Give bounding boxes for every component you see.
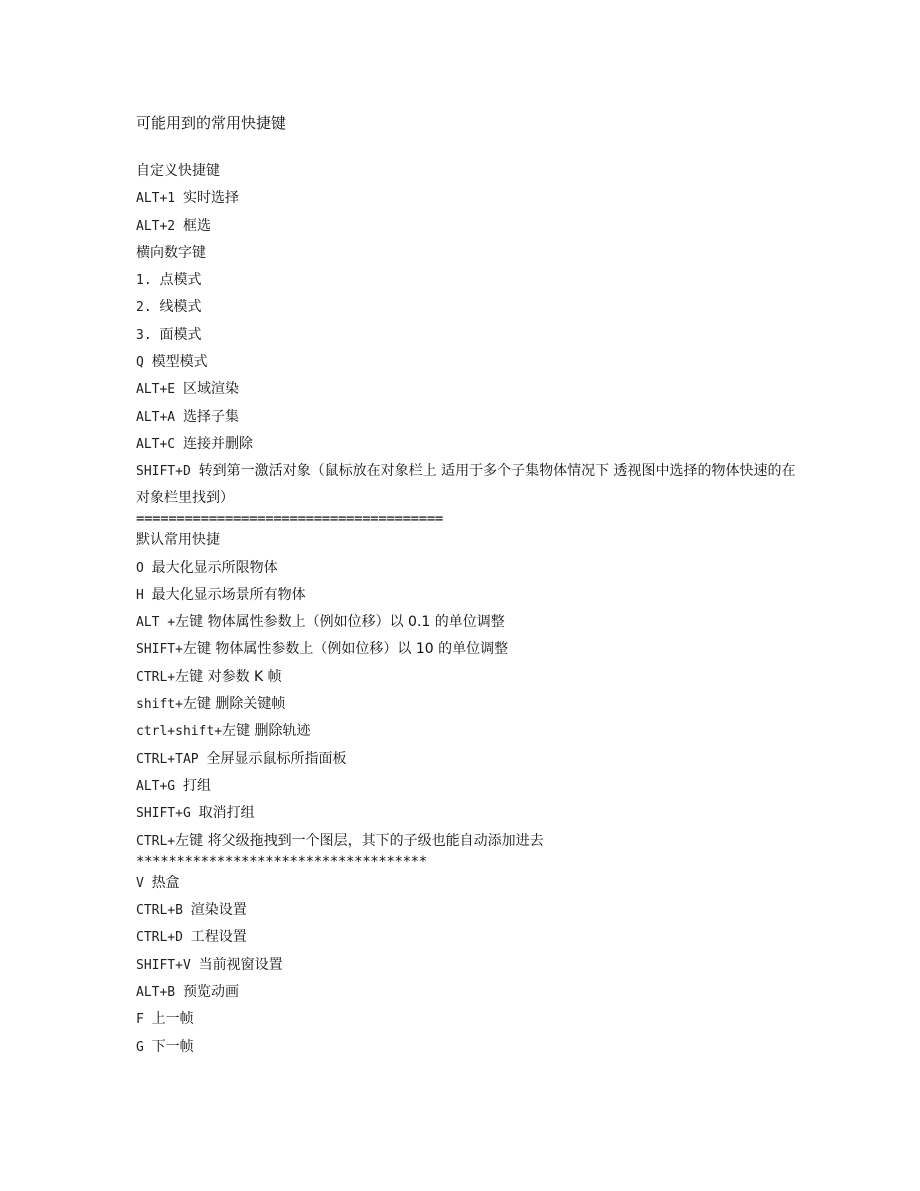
shortcut-key: G xyxy=(136,1039,152,1055)
shortcut-description: 下一帧 xyxy=(151,1038,194,1055)
shortcut-description: 自定义快捷键 xyxy=(136,163,220,179)
shortcut-line xyxy=(136,185,796,212)
shortcut-description: 热盒 xyxy=(151,874,180,891)
shortcut-key: ALT+C xyxy=(136,436,183,452)
shortcut-description: 最大化显示场景所有物体 xyxy=(151,586,306,603)
shortcut-key: CTRL+B xyxy=(136,903,191,919)
shortcut-key: SHIFT+ xyxy=(136,642,183,658)
shortcut-line xyxy=(136,294,796,321)
shortcut-line xyxy=(136,376,796,403)
shortcut-line xyxy=(136,1006,796,1033)
shortcut-description: 默认常用快捷 xyxy=(136,532,220,549)
shortcut-line xyxy=(136,267,796,294)
shortcut-description: 渲染设置 xyxy=(190,902,247,919)
shortcut-key: O xyxy=(136,560,152,576)
shortcut-line xyxy=(136,924,796,951)
shortcut-line xyxy=(136,158,796,185)
shortcut-line xyxy=(136,609,796,636)
shortcut-description: 选择子集 xyxy=(182,408,239,425)
shortcut-line xyxy=(136,349,796,376)
shortcut-line xyxy=(136,897,796,924)
shortcut-line xyxy=(136,458,796,512)
shortcut-description: 当前视窗设置 xyxy=(198,956,283,973)
shortcut-key: SHIFT+G xyxy=(136,806,199,822)
shortcut-key: ALT+A xyxy=(136,409,183,425)
shortcut-line xyxy=(136,636,796,663)
shortcut-line xyxy=(136,404,796,431)
shortcut-key: V xyxy=(136,875,152,891)
shortcut-list xyxy=(136,158,796,1061)
shortcut-line xyxy=(136,431,796,458)
shortcut-key: ctrl+shift+ xyxy=(136,724,223,740)
shortcut-description: 左键 将父级拖拽到一个图层，其下的子级也能自动添加进去 xyxy=(175,832,544,849)
shortcut-description: 打组 xyxy=(182,777,211,794)
shortcut-line xyxy=(136,979,796,1006)
shortcut-line xyxy=(136,746,796,773)
shortcut-description: 左键 对参数 K 帧 xyxy=(175,668,282,685)
document-title: 可能用到的常用快捷键 xyxy=(136,114,287,132)
shortcut-line xyxy=(136,527,796,554)
shortcut-key: CTRL+ xyxy=(136,833,176,849)
shortcut-line xyxy=(136,952,796,979)
shortcut-description: 全屏显示鼠标所指面板 xyxy=(206,750,347,767)
shortcut-line xyxy=(136,828,796,855)
shortcut-description: 左键 物体属性参数上（例如位移）以 0.1 的单位调整 xyxy=(175,614,505,631)
shortcut-key: SHIFT+D xyxy=(136,464,199,480)
shortcut-line xyxy=(136,870,796,897)
shortcut-key: CTRL+TAP xyxy=(136,751,207,767)
shortcut-key: CTRL+D xyxy=(136,930,191,946)
shortcut-key: ALT+B xyxy=(136,985,183,1001)
shortcut-description: 左键 删除关键帧 xyxy=(182,696,286,713)
shortcut-description: 左键 删除轨迹 xyxy=(222,723,311,740)
separator-line xyxy=(136,855,796,870)
shortcut-line xyxy=(136,691,796,718)
shortcut-line xyxy=(136,1034,796,1061)
separator-text: ************************************ xyxy=(136,853,427,870)
shortcut-description: 线模式 xyxy=(159,299,202,316)
shortcut-key: 1. xyxy=(136,273,160,289)
shortcut-description: 框选 xyxy=(182,217,211,234)
shortcut-line xyxy=(136,240,796,267)
shortcut-key: ALT + xyxy=(136,615,176,631)
shortcut-description: 转到第一激活对象（鼠标放在对象栏上 适用于多个子集物体情况下 透视图中选择的物体快速的在对象栏里找到） xyxy=(136,463,796,507)
shortcut-description: 实时选择 xyxy=(182,190,239,207)
shortcut-description: 取消打组 xyxy=(198,805,255,822)
shortcut-key: 2. xyxy=(136,300,160,316)
shortcut-line xyxy=(136,773,796,800)
shortcut-description: 最大化显示所限物体 xyxy=(151,559,278,576)
shortcut-key: ALT+G xyxy=(136,778,183,794)
shortcut-description: 点模式 xyxy=(159,272,202,289)
shortcut-description: 左键 物体属性参数上（例如位移）以 10 的单位调整 xyxy=(182,641,509,658)
shortcut-description: 工程设置 xyxy=(190,929,247,946)
shortcut-line xyxy=(136,322,796,349)
shortcut-line xyxy=(136,800,796,827)
shortcut-key: CTRL+ xyxy=(136,669,176,685)
shortcut-key: ALT+E xyxy=(136,382,183,398)
shortcut-line xyxy=(136,213,796,240)
document-page xyxy=(136,112,796,1061)
shortcut-key: ALT+1 xyxy=(136,191,183,207)
shortcut-key: F xyxy=(136,1012,152,1028)
separator-line xyxy=(136,512,796,527)
shortcut-key: Q xyxy=(136,355,152,371)
shortcut-description: 上一帧 xyxy=(151,1011,194,1028)
shortcut-description: 模型模式 xyxy=(151,354,208,371)
shortcut-key: H xyxy=(136,587,152,603)
shortcut-key: 3. xyxy=(136,327,160,343)
shortcut-key: SHIFT+V xyxy=(136,957,199,973)
separator-text: ====================================== xyxy=(136,511,443,528)
shortcut-line xyxy=(136,555,796,582)
shortcut-line xyxy=(136,664,796,691)
shortcut-key: shift+ xyxy=(136,697,183,713)
shortcut-line xyxy=(136,582,796,609)
shortcut-description: 连接并删除 xyxy=(182,435,253,452)
shortcut-description: 面模式 xyxy=(159,326,202,343)
shortcut-description: 区域渲染 xyxy=(182,381,239,398)
shortcut-key: ALT+2 xyxy=(136,218,183,234)
shortcut-description: 预览动画 xyxy=(182,984,239,1001)
shortcut-description: 横向数字键 xyxy=(136,244,206,261)
shortcut-line xyxy=(136,718,796,745)
